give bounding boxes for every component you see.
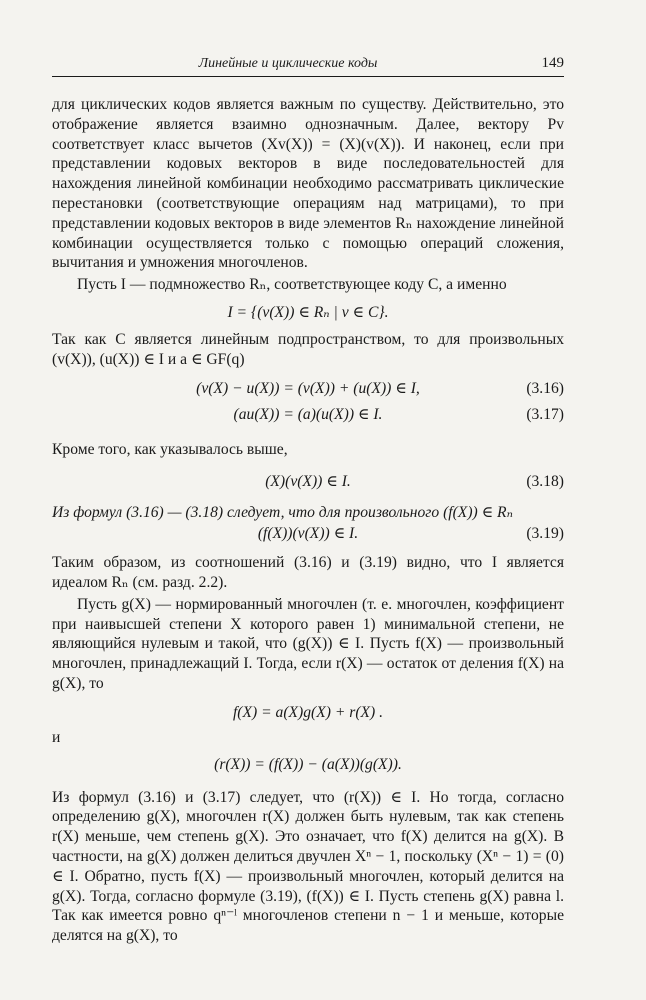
page-body: [52, 95, 564, 946]
formula-3-19-expr: (f(X))(v(X)) ∈ I.: [257, 525, 359, 543]
formula-3-19: [52, 521, 564, 547]
paragraph-5: Из формул (3.16) — (3.18) следует, что для произвольного (f(X)) ∈ Rₙ: [52, 504, 513, 522]
formula-3-16-number: (3.16): [526, 379, 564, 397]
paragraph-9: Из формул (3.16) и (3.17) следует, что (r(X)) ∈ I. Но тогда, согласно определению g(X), многочлен r(X) должен быть нулевым, так как степень r(X) меньше, чем степень g(X). Это означает, что f(X) делится на g(X). В частности, на g(X) должен делиться двучлен Xⁿ − 1, поскольку (Xⁿ − 1) = (0) ∈ I. Обратно, пусть f(X) — произвольный многочлен, который делится на g(X). Тогда, согласно формуле (3.19), (f(X)) ∈ I. Пусть степень g(X) равна l. Так как имеется ровно qⁿ⁻ˡ многочленов степени n − 1 и меньше, которые делятся на g(X), то: [52, 788, 564, 945]
formula-residue: [52, 750, 564, 780]
paragraph-3: Так как C является линейным подпространством, то для произвольных (v(X)), (u(X)) ∈ I и a ∈ GF(q): [52, 330, 564, 368]
formula-3-16: [52, 376, 564, 402]
paragraph-1: для циклических кодов является важным по существу. Действительно, это отображение является взаимно однозначным. Далее, вектору Pv соответствует класс вычетов (Xv(X)) = (X)(v(X)). И наконец, если при представлении кодовых векторов в виде последовательностей для нахождения линейной комбинации необходимо рассматривать циклические перестановки (соответствующие операциям над матрицами), то при представлении кодовых векторов в виде элементов Rₙ нахождение линейной комбинации осуществляется только с помощью операций сложения, вычитания и умножения многочленов.: [52, 96, 564, 272]
formula-3-18: [52, 465, 564, 499]
formula-residue-expr: (r(X)) = (f(X)) − (a(X))(g(X)).: [214, 755, 402, 773]
formula-3-19-number: (3.19): [526, 525, 564, 543]
formula-set-I-expr: I = {(v(X)) ∈ Rₙ | v ∈ C}.: [227, 303, 389, 321]
formula-3-18-expr: (X)(v(X)) ∈ I.: [265, 473, 351, 491]
formula-3-17-number: (3.17): [526, 405, 564, 423]
paragraph-2: Пусть I — подмножество Rₙ, соответствующее коду C, а именно: [77, 276, 507, 294]
formula-3-16-expr: (v(X) − u(X)) = (v(X)) + (u(X)) ∈ I,: [196, 379, 420, 397]
book-page: [52, 52, 564, 946]
formula-division-expr: f(X) = a(X)g(X) + r(X) .: [232, 703, 384, 721]
formula-3-17: [52, 402, 564, 428]
running-header: [52, 52, 564, 77]
page-number: 149: [541, 55, 564, 71]
paragraph-6: Таким образом, из соотношений (3.16) и (3.19) видно, что I является идеалом Rₙ (см. разд. 2.2).: [52, 554, 564, 591]
formula-division: [52, 698, 564, 728]
formula-3-18-number: (3.18): [526, 473, 564, 491]
formula-set-I: [52, 298, 564, 328]
paragraph-4: Кроме того, как указывалось выше,: [52, 440, 288, 458]
paragraph-8: и: [52, 728, 61, 746]
running-title: Линейные и циклические коды: [198, 56, 378, 71]
formula-3-17-expr: (au(X)) = (a)(u(X)) ∈ I.: [233, 405, 383, 423]
paragraph-7: Пусть g(X) — нормированный многочлен (т. е. многочлен, коэффициент при наивысшей степени X которого равен 1) минимальной степени, не являющийся нулевым и такой, что (g(X)) ∈ I. Пусть f(X) — произвольный многочлен, принадлежащий I. Тогда, если r(X) — остаток от деления f(X) на g(X), то: [52, 595, 564, 692]
